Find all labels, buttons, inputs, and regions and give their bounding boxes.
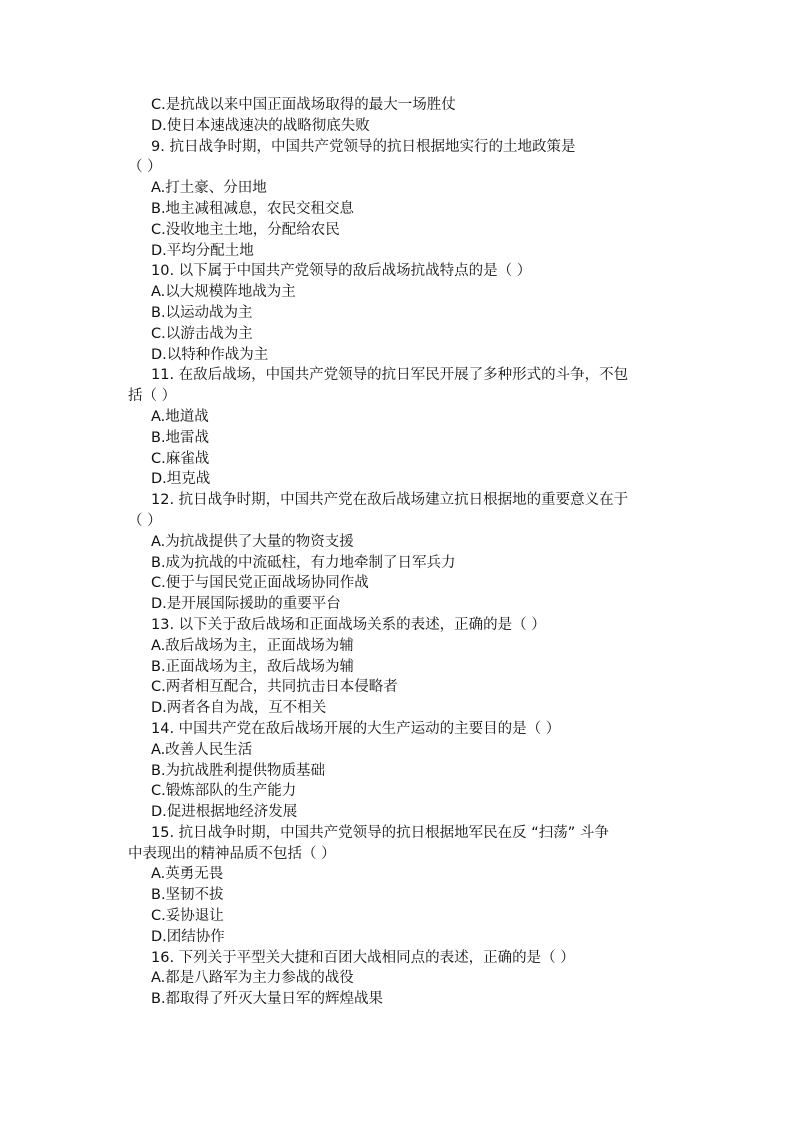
answer-option: C.是抗战以来中国正面战场取得的最大一场胜仗 — [151, 97, 456, 113]
answer-option: A.地道战 — [151, 408, 209, 425]
question-stem-continuation: 括（ ） — [128, 388, 177, 405]
answer-option: D.两者各自为战，互不相关 — [151, 700, 327, 717]
answer-option: C.麻雀战 — [151, 450, 210, 467]
answer-option: C.锻炼部队的生产能力 — [151, 783, 297, 800]
answer-option: D.坦克战 — [151, 471, 211, 488]
answer-option: C.妥协退让 — [151, 908, 224, 925]
question-stem: 14. 中国共产党在敌后战场开展的大生产运动的主要目的是（ ） — [151, 720, 561, 737]
answer-option: A.以大规模阵地战为主 — [151, 284, 296, 301]
answer-option: D.以特种作战为主 — [151, 346, 269, 363]
answer-option: D.团结协作 — [151, 928, 225, 945]
question-stem: 15. 抗日战争时期，中国共产党领导的抗日根据地军民在反 “扫荡” 斗争 — [151, 824, 609, 841]
question-stem: 9. 抗日战争时期，中国共产党领导的抗日根据地实行的土地政策是 — [151, 138, 576, 155]
answer-option: D.平均分配土地 — [151, 242, 254, 259]
answer-option: C.两者相互配合，共同抗击日本侵略者 — [151, 679, 398, 696]
answer-option: B.地雷战 — [151, 429, 210, 446]
answer-option: B.成为抗战的中流砥柱，有力地牵制了日军兵力 — [151, 554, 456, 571]
answer-option: A.敌后战场为主，正面战场为辅 — [151, 637, 354, 654]
answer-option: C.以游击战为主 — [151, 325, 253, 342]
question-stem: 16. 下列关于平型关大捷和百团大战相同点的表述，正确的是（ ） — [151, 949, 575, 966]
answer-option: B.地主减租减息，农民交租交息 — [151, 200, 355, 217]
answer-option: A.都是八路军为主力参战的战役 — [151, 970, 354, 987]
answer-option: C.没收地主土地，分配给农民 — [151, 221, 340, 238]
answer-option: A.为抗战提供了大量的物资支援 — [151, 533, 354, 550]
question-stem: 10. 以下属于中国共产党领导的敌后战场抗战特点的是（ ） — [151, 263, 532, 280]
answer-option: B.为抗战胜利提供物质基础 — [151, 762, 326, 779]
question-stem-continuation: （ ） — [128, 512, 162, 529]
answer-option: D.是开展国际援助的重要平台 — [151, 596, 341, 613]
question-stem: 12. 抗日战争时期，中国共产党在敌后战场建立抗日根据地的重要意义在于 — [151, 492, 629, 509]
answer-option: A.英勇无畏 — [151, 866, 224, 883]
answer-option: A.改善人民生活 — [151, 741, 253, 758]
question-text-block — [120, 95, 676, 1010]
answer-option: B.正面战场为主，敌后战场为辅 — [151, 658, 355, 675]
question-stem: 11. 在敌后战场，中国共产党领导的抗日军民开展了多种形式的斗争，不包 — [151, 367, 629, 384]
answer-option: A.打土豪、分田地 — [151, 180, 267, 197]
question-stem: 13. 以下关于敌后战场和正面战场关系的表述，正确的是（ ） — [151, 616, 546, 633]
answer-option: B.都取得了歼灭大量日军的辉煌战果 — [151, 991, 384, 1008]
question-stem-continuation: （ ） — [128, 159, 162, 176]
answer-option: C.便于与国民党正面战场协同作战 — [151, 575, 369, 592]
answer-option: B.以运动战为主 — [151, 304, 253, 321]
answer-option: D.促进根据地经济发展 — [151, 804, 298, 821]
question-stem-continuation: 中表现出的精神品质不包括（ ） — [128, 845, 336, 862]
answer-option: D.使日本速战速决的战略彻底失败 — [151, 117, 370, 134]
answer-option: B.坚韧不拔 — [151, 887, 224, 904]
